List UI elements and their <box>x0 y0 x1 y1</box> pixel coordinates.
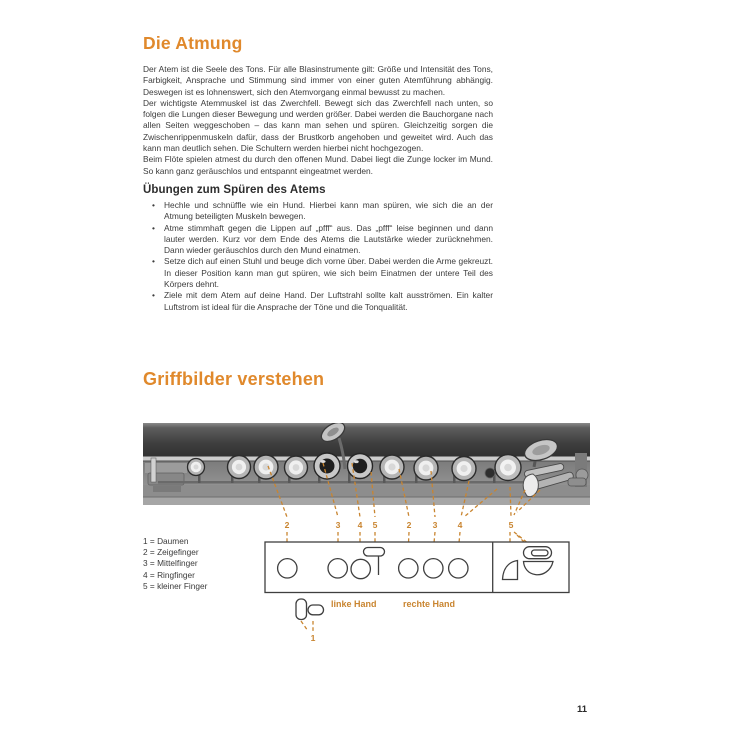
finger-number-right-4: 4 <box>457 520 463 530</box>
list-item-hecheln: • Hechle und schnüffle wie ein Hund. Hierbei kann man spüren, wie sich die an der Atmung beteiligten Muskeln bewegen. <box>164 200 493 223</box>
finger-number-right-5: 5 <box>508 520 514 530</box>
section-title-griffbilder: Griffbilder verstehen <box>143 369 325 389</box>
finger-number-right-2: 2 <box>406 520 412 530</box>
paragraph-atem-seele: Der Atem ist die Seele des Tons. Für alle Blasinstrumente gilt: Größe und Intensität des Tons, Farbigkeit, Ansprache und Stimmung sind immer von einer guten Atemführung abhängig. Deswegen ist es lohnenswert, sich den Atemvorgang einmal bewusst zu machen. <box>143 64 493 97</box>
paragraph-zwerchfell: Der wichtigste Atemmuskel ist das Zwerchfell. Bewegt sich das Zwerchfell nach unten, so folgen die Lungen dieser Bewegung und werden größer. Dabei werden die Bauchorgane nach allen Seiten weggeschoben – das kann man sehen und spüren. Gleichzeitig sorgen die Zwischenrippenmuskeln dafür, dass der Brustkorb angehoben und geweitet wird. Auch das kann man deutlich sehen. Die Schultern werden hierbei nicht hochgezogen. <box>143 97 493 154</box>
pinky-key-shapes <box>503 547 554 580</box>
finger-number-right-3: 3 <box>432 520 438 530</box>
right-hand-label: rechte Hand <box>403 599 456 609</box>
gis-lever-shape <box>364 548 385 576</box>
finger-number-left-5: 5 <box>372 520 378 530</box>
legend-item-kleinerfinger: 5 = kleiner Finger <box>143 580 208 591</box>
finger-number-thumb: 1 <box>310 633 316 643</box>
list-item-pfff: • Atme stimmhaft gegen die Lippen auf „pfff“ aus. Das „pfff“ leise beginnen und dann lauter werden. Kurz vor dem Ende des Atems die Lautstärke wieder zurücknehmen. Dann wieder geräuschlos durch den Mund einatmen. <box>164 223 493 257</box>
section-title-atmung: Die Atmung <box>143 33 243 53</box>
key-circles <box>278 559 468 579</box>
finger-number-left-4: 4 <box>357 520 363 530</box>
left-hand-label: linke Hand <box>331 599 377 609</box>
legend-item-ringfinger: 4 = Ringfinger <box>143 569 195 580</box>
list-item-hand: • Ziele mit dem Atem auf deine Hand. Der Luftstrahl sollte kalt ausströmen. Ein kalter Luftstrom ist ideal für die Ansprache der Töne und die Tonqualität. <box>164 290 493 313</box>
finger-legend <box>143 536 207 592</box>
finger-number-left-3: 3 <box>335 520 341 530</box>
page-number: 11 <box>577 704 588 715</box>
exercise-list <box>143 200 493 313</box>
paragraph-floete-atmung: Beim Flöte spielen atmest du durch den offenen Mund. Dabei liegt die Zunge locker im Mund. So kann ganz geräuschlos und entspannt eingeatmet werden. <box>143 154 493 176</box>
flute-photo <box>143 423 590 505</box>
subsection-title-uebungen: Übungen zum Spüren des Atems <box>143 183 326 196</box>
section-atmung <box>143 33 493 313</box>
legend-item-mittelfinger: 3 = Mittelfinger <box>143 558 198 569</box>
legend-item-zeigefinger: 2 = Zeigefinger <box>143 547 199 558</box>
thumb-key-shapes <box>296 599 324 620</box>
fingering-box <box>265 542 569 593</box>
list-item-stuhl: • Setze dich auf einen Stuhl und beuge dich vorne über. Dabei werden die Arme gekreuzt. In dieser Position kann man gut spüren, wie sich beim Einatmen der untere Teil des Körpers dehnt. <box>164 256 493 290</box>
legend-item-daumen: 1 = Daumen <box>143 536 189 546</box>
finger-number-left-2: 2 <box>284 520 290 530</box>
